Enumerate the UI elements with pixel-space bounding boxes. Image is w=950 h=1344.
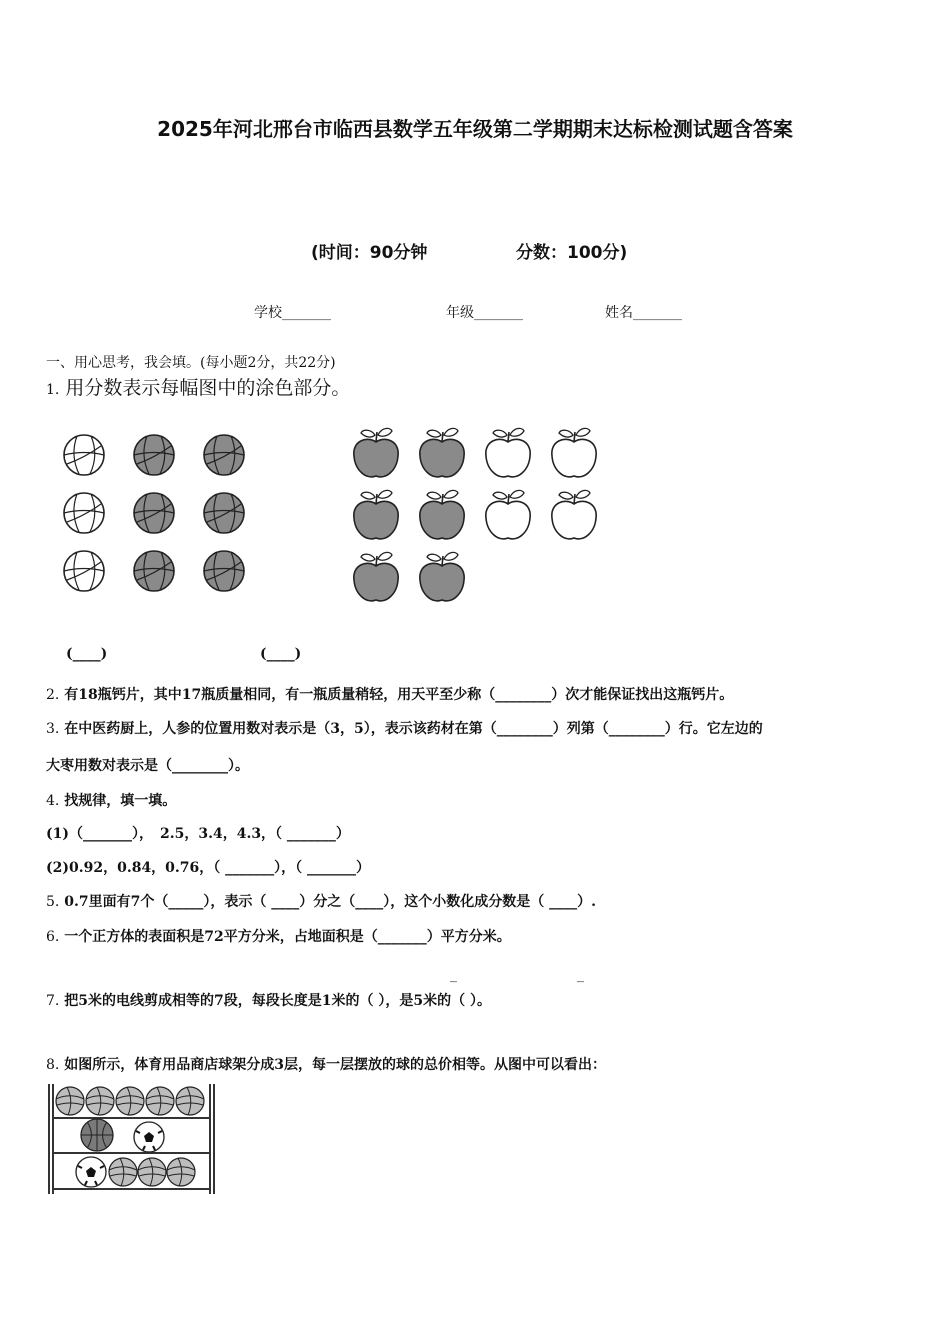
question-text: 在中医药厨上，人参的位置用数对表示是（3，5），表示该药材在第（________）列第（________）行。它左边的 [64,721,763,737]
question-7 [46,990,491,1010]
answer-blank-2[interactable]: (____) [260,646,302,662]
section-heading: 一、用心思考，我会填。(每小题2分，共22分) [46,355,336,371]
basketball [204,493,244,533]
score-label: 分数：100分) [516,243,628,263]
question-1 [46,373,350,400]
question-4 [46,790,176,810]
time-label: (时间：90分钟 [311,243,428,263]
apple [552,490,596,539]
question-8 [46,1054,606,1074]
ball-rack-figure [45,1082,220,1197]
question-3 [46,718,763,738]
basketball [204,551,244,591]
school-field: 学校_______ [254,305,331,321]
volleyball [56,1087,84,1115]
question-6 [46,926,511,946]
question-text: 把5米的电线剪成相等的7段，每段长度是1米的（ ），是5米的（ ）。 [64,993,491,1009]
volleyball [116,1087,144,1115]
name-field: 姓名_______ [605,305,682,321]
question-text: 0.7里面有7个（_____），表示（ ____）分之（____），这个小数化成分数是（ ____）. [64,894,596,910]
apple [552,428,596,477]
volleyball [167,1158,195,1186]
basketball [204,435,244,475]
apple [420,552,464,601]
question-number: 4. [46,793,60,809]
apple [486,428,530,477]
question-text: 有18瓶钙片，其中17瓶质量相同，有一瓶质量稍轻，用天平至少称（________）次才能保证找出这瓶钙片。 [64,687,734,703]
volleyball [138,1158,166,1186]
fraction-mark-2: _ [577,967,584,983]
question-text: 用分数表示每幅图中的涂色部分。 [65,377,351,399]
volleyball [86,1087,114,1115]
basketball [81,1119,113,1151]
basketball [64,435,104,475]
question-number: 1. [46,382,60,398]
apple [420,428,464,477]
question-number: 8. [46,1057,60,1073]
question-number: 5. [46,894,60,910]
question-text: 找规律，填一填。 [64,793,177,809]
basketball [134,435,174,475]
question-number: 2. [46,687,60,703]
question-number: 7. [46,993,60,1009]
soccer-ball [134,1122,164,1152]
basketball-figure [50,425,290,625]
apple [354,552,398,601]
question-2 [46,684,733,704]
apple [354,490,398,539]
volleyball [109,1158,137,1186]
question-number: 6. [46,929,60,945]
basketball [134,493,174,533]
volleyball [176,1087,204,1115]
question-5 [46,891,596,911]
volleyball [146,1087,174,1115]
soccer-ball [76,1157,106,1187]
basketball [134,551,174,591]
apple [486,490,530,539]
question-text: 如图所示，体育用品商店球架分成3层，每一层摆放的球的总价相等。从图中可以看出： [64,1057,606,1073]
page-title: 2025年河北邢台市临西县数学五年级第二学期期末达标检测试题含答案 [157,117,793,141]
question-number: 3. [46,721,60,737]
question-text: 一个正方体的表面积是72平方分米，占地面积是（_______）平方分米。 [64,929,511,945]
basketball [64,493,104,533]
question-4-sub1: (1)（_______）， 2.5，3.4，4.3，（ _______） [46,826,350,842]
grade-field: 年级_______ [446,305,523,321]
fraction-mark-1: _ [450,967,457,983]
question-3-line2: 大枣用数对表示是（________）。 [46,758,249,774]
apple [354,428,398,477]
apple-figure [340,422,620,622]
basketball [64,551,104,591]
answer-blank-1[interactable]: (____) [66,646,108,662]
apple [420,490,464,539]
question-4-sub2: (2)0.92，0.84，0.76，（ _______），（ _______） [46,860,371,876]
